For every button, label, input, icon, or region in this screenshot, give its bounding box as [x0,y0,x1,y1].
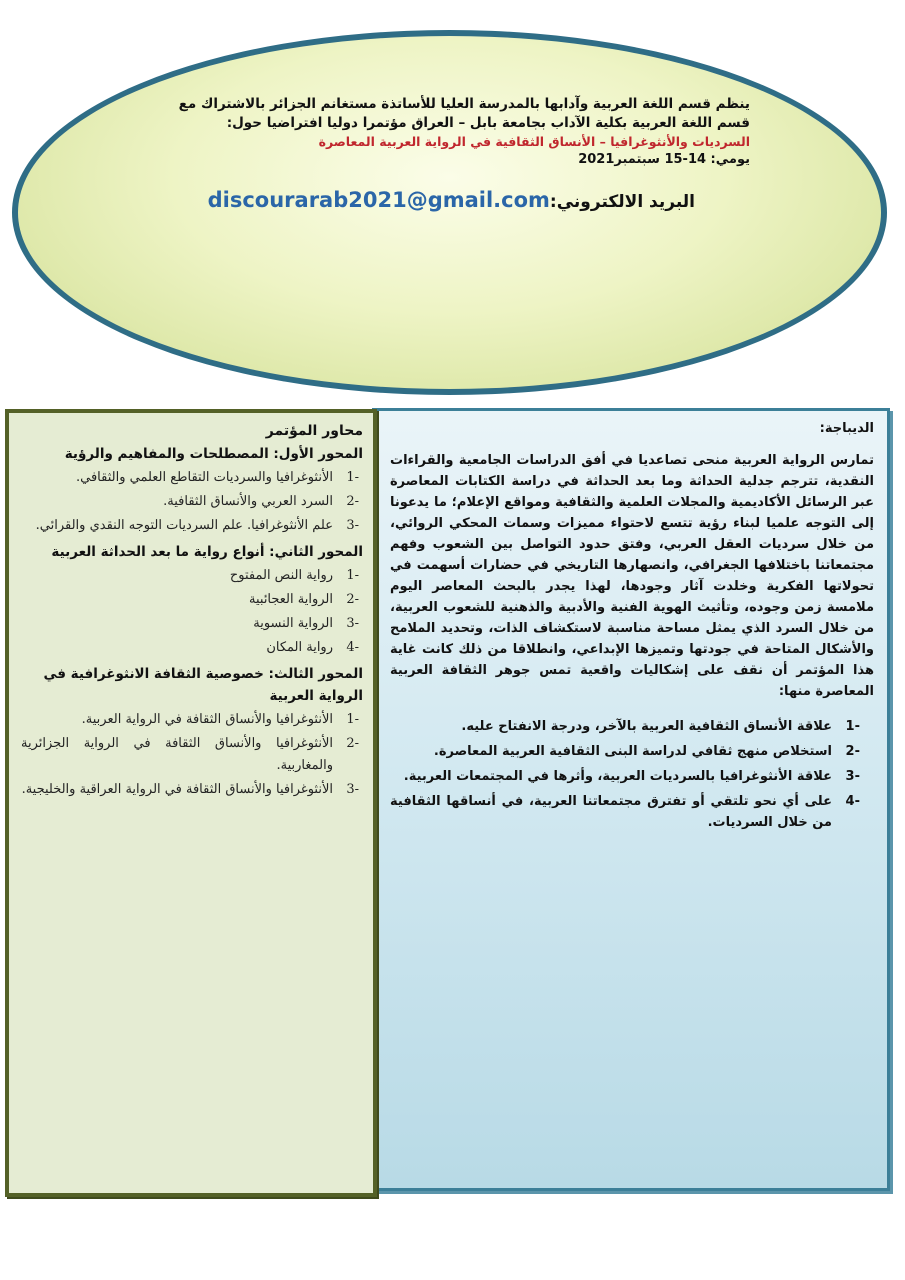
item-text: علاقة الأنثوغرافيا بالسرديات العربية، وأثرها في المجتمعات العربية. [403,769,832,784]
conference-title: السرديات والأنثوغرافيا – الأنساق الثقافية في الرواية العربية المعاصرة [318,134,750,149]
item-number: -1 [346,568,359,583]
intro-list-item [390,741,860,762]
axis-list-item [21,613,359,635]
intro-list-item [390,716,860,737]
axes-content [21,423,363,805]
item-text: على أي نحو تلتقي أو تفترق مجتمعاتنا العربية، في أنساقها الثقافية من خلال السرديات. [390,794,832,830]
axis-list-item [21,709,359,731]
axis-1-list [21,467,363,537]
item-text: علم الأنثوغرافيا. علم السرديات التوجه النقدي والقرائي. [35,518,333,533]
item-text: الأنثوغرافيا والأنساق الثقافة في الرواية العراقية والخليجية. [21,782,333,797]
item-text: رواية النص المفتوح [229,568,333,583]
item-number: -1 [346,712,359,727]
item-number: -4 [845,794,860,809]
conference-date: يومي: 14-15 سبتمبر2021 [578,152,750,167]
item-text: علاقة الأنساق الثقافية العربية بالآخر، ودرجة الانفتاح عليه. [461,719,832,734]
header-ellipse [12,30,887,395]
axis-1-heading: المحور الأول: المصطلحات والمفاهيم والرؤية [64,446,363,462]
item-text: الأنثوغرافيا والأنساق الثقافة في الرواية العربية. [81,712,333,727]
item-number: -1 [845,719,860,734]
email-label: البريد الالكتروني: [549,192,695,212]
intro-list-item [390,766,860,787]
item-text: السرد العربي والأنساق الثقافية. [163,494,333,509]
item-number: -2 [346,494,359,509]
axis-3-list [21,709,363,801]
axis-list-item [21,779,359,801]
item-text: استخلاص منهج ثقافي لدراسة البنى الثقافية العربية المعاصرة. [433,744,832,759]
intro-title: الديباجة: [819,421,874,436]
item-text: الرواية العجائبية [249,592,333,607]
axis-list-item [21,491,359,513]
item-number: -2 [346,592,359,607]
item-number: -4 [346,640,359,655]
axis-3-heading: المحور الثالث: خصوصية الثقافة الانثوغرافية في الرواية العربية [43,666,363,704]
item-number: -2 [845,744,860,759]
axis-2-heading: المحور الثاني: أنواع رواية ما بعد الحداثة العربية [51,544,363,560]
axis-list-item [21,637,359,659]
header-text [60,95,750,169]
axis-2-list [21,565,363,659]
intro-paragraph: تمارس الرواية العربية منحى تصاعديا في أفق الدراسات الجامعية والقراءات النقدية، تترجم جدلية الحداثة وما بعد الحداثة في دراسة الكتابات المعاصرة عبر الرسائل الأكاديمية والمجلات العلمية والثقافية ومواقع الإعلام؛ ما يدعونا إلى التوجه علميا لبناء رؤية تتسع لاحتواء مميزات وسمات المحكي الروائي، من خلال سرديات العقل العربي، وفتق حدود التواصل بين الشعوب وفهم مجتمعاتنا باختلافها الجغرافي، وانصهارها التاريخي في حضارات أسهمت في تحولاتها الفكرية وخلدت آثار وجودها، لهذا يجدر بالبحث المعاصر اليوم ملامسة زمن وجوده، وتأثيث الهوية الفنية والأدبية والذهنية للشعوب العربية، من خلال السرد الذي يمثل مساحة مناسبة لاستكشاف الذات، وتحديد الملامح والأشكال المتاحة في جودتها وتميزها الإبداعي، وانطلاقا من ذلك كانت غاية هذا المؤتمر أن نقف على إشكاليات واقعية تمس جوهر الثقافة العربية المعاصرة منها: [390,453,874,699]
axis-list-item [21,589,359,611]
item-number: -3 [346,782,359,797]
axes-panel [5,409,377,1197]
item-text: رواية المكان [266,640,333,655]
intro-content [390,421,874,837]
header-line-2: قسم اللغة العربية بكلية الآداب بجامعة بابل – العراق مؤتمرا دوليا افتراضيا حول: [226,115,750,131]
header-line-1: ينظم قسم اللغة العربية وآدابها بالمدرسة العليا للأساتذة مستغانم الجزائر بالاشتراك مع [178,96,750,112]
item-number: -3 [346,518,359,533]
item-text: الأنثوغرافيا والأنساق الثقافة في الرواية الجزائرية والمغاربية. [21,736,333,773]
item-number: -1 [346,470,359,485]
intro-list [390,716,874,833]
axis-list-item [21,733,359,777]
email-row [175,188,695,212]
item-text: الرواية النسوية [253,616,333,631]
axes-title: محاور المؤتمر [265,423,363,439]
axis-list-item [21,467,359,489]
item-number: -3 [346,616,359,631]
axis-list-item [21,515,359,537]
intro-list-item [390,791,860,833]
item-text: الأنثوغرافيا والسرديات التقاطع العلمي والثقافي. [75,470,333,485]
item-number: -3 [845,769,860,784]
item-number: -2 [346,736,359,751]
email-link[interactable]: discourarab2021@gmail.com [207,188,550,212]
intro-panel [372,408,890,1191]
axis-list-item [21,565,359,587]
